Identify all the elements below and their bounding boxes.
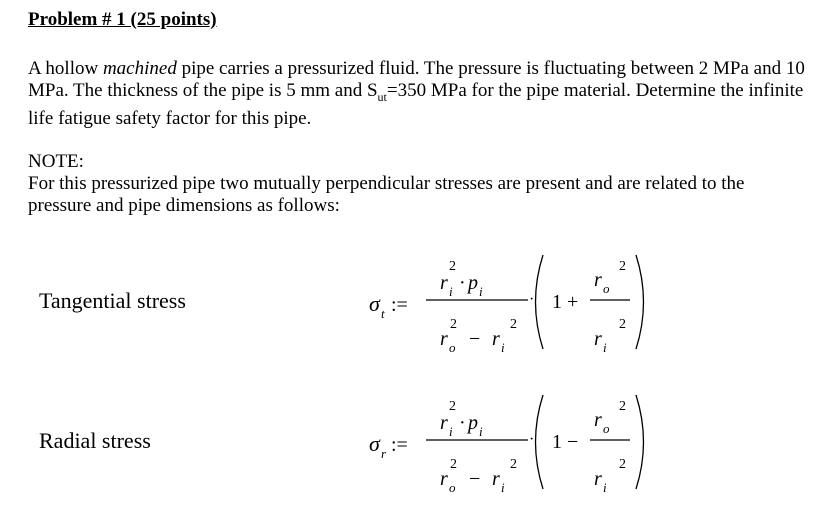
den-minus: − [469, 328, 481, 350]
note-heading: NOTE: [28, 151, 84, 172]
inner-num-exp: 2 [619, 399, 626, 414]
left-paren [536, 395, 544, 489]
inner-num-exp: 2 [619, 259, 626, 274]
inner-den-r: r [594, 468, 602, 490]
inner-den-exp: 2 [619, 317, 626, 332]
num-r-exp: 2 [449, 399, 456, 414]
den-ro: r [440, 468, 448, 490]
num-r-sub: i [449, 284, 453, 299]
sigma-t-symbol: σ [369, 291, 380, 316]
plus-sign: + [567, 291, 579, 313]
tangential-equation [369, 255, 644, 355]
problem-statement: A hollow machined pipe carries a pressurized fluid. The pressure is fluctuating between 2 MPa and 10 MPa. The thickness of the pipe is 5 mm and $S_{ut}=350$ MPa for the pipe material. Determine the infinite life fatigue safety factor for this pipe. [28, 58, 805, 129]
den-ri-sub: i [501, 480, 505, 495]
den-ro-sub: o [449, 340, 456, 355]
inner-num-sub: o [603, 421, 610, 436]
left-paren [536, 255, 544, 349]
inner-num-r: r [594, 409, 602, 431]
inner-den-exp: 2 [619, 457, 626, 472]
note-text: For this pressurized pipe two mutually perpendicular stresses are present and are related to the pressure and pipe dimensions as follows: [28, 173, 745, 216]
den-ri-exp: 2 [510, 457, 517, 472]
inner-num-r: r [594, 269, 602, 291]
den-ri-exp: 2 [510, 317, 517, 332]
num-p: p [468, 412, 478, 434]
one: 1 [552, 431, 562, 453]
problem-title: Problem # 1 (25 points) [28, 9, 217, 30]
sigma-r-sub: r [381, 446, 387, 461]
inner-den-sub: i [603, 340, 607, 355]
den-ro-sub: o [449, 480, 456, 495]
assign-r: := [391, 434, 408, 456]
minus-sign: − [567, 431, 579, 453]
num-p: p [468, 272, 478, 294]
num-dot: · [459, 272, 466, 294]
num-p-sub: i [479, 284, 483, 299]
inner-num-sub: o [603, 281, 610, 296]
assign-t: := [391, 294, 408, 316]
right-paren [636, 255, 644, 349]
tangential-stress-label: Tangential stress [39, 288, 186, 313]
den-ri-sub: i [501, 340, 505, 355]
mult-dot: · [529, 291, 535, 308]
den-ro: r [440, 328, 448, 350]
num-r: r [440, 412, 448, 434]
den-ri: r [492, 468, 500, 490]
num-r-sub: i [449, 424, 453, 439]
sigma-r-symbol: σ [369, 431, 380, 456]
radial-equation [369, 395, 644, 495]
inner-den-r: r [594, 328, 602, 350]
den-minus: − [469, 468, 481, 490]
inner-den-sub: i [603, 480, 607, 495]
den-ro-exp: 2 [450, 457, 457, 472]
num-dot: · [459, 412, 466, 434]
den-ri: r [492, 328, 500, 350]
one: 1 [552, 291, 562, 313]
num-r: r [440, 272, 448, 294]
radial-stress-label: Radial stress [39, 428, 151, 453]
num-p-sub: i [479, 424, 483, 439]
sigma-t-sub: t [381, 306, 385, 321]
num-r-exp: 2 [449, 259, 456, 274]
mult-dot: · [529, 431, 535, 448]
den-ro-exp: 2 [450, 317, 457, 332]
right-paren [636, 395, 644, 489]
